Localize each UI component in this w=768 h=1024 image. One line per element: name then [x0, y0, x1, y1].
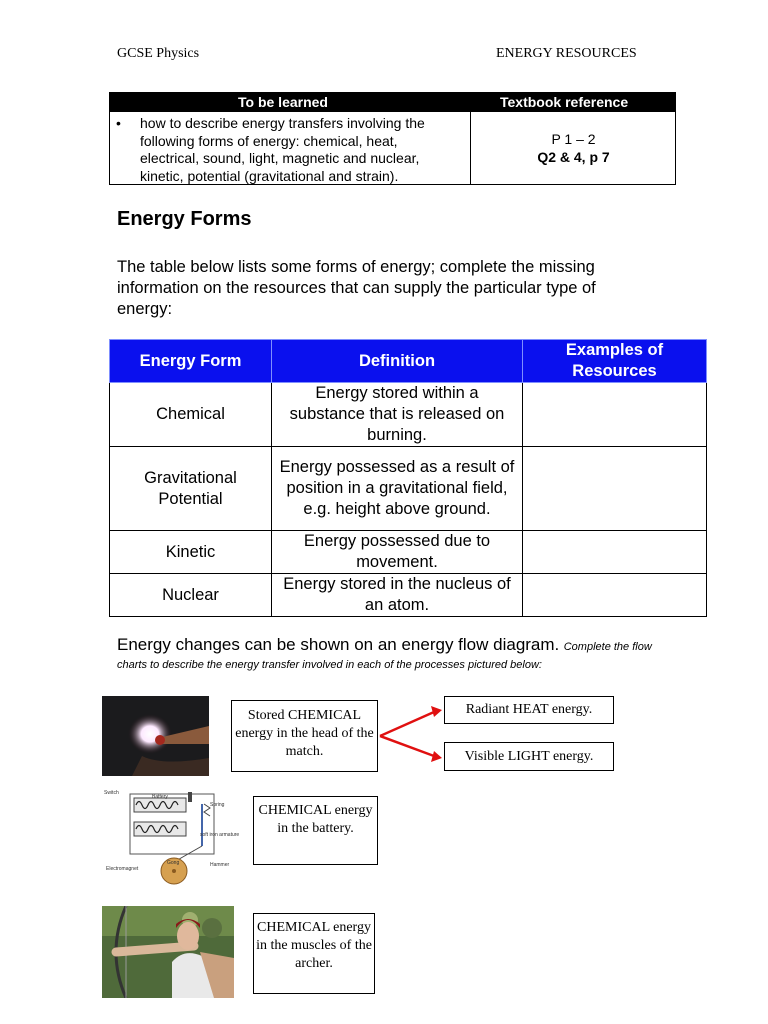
label-electromagnet: Electromagnet [106, 866, 139, 872]
header-topic: ENERGY RESOURCES [496, 46, 637, 61]
bullet-icon: • [116, 115, 121, 131]
table-row [110, 531, 707, 574]
objective-line: following forms of energy: chemical, heat, [140, 132, 398, 149]
learning-table [109, 92, 676, 185]
header-examples: Examples of Resources [523, 340, 707, 383]
energy-forms-table [109, 339, 707, 617]
flow-battery-source: CHEMICAL energy in the battery. [253, 796, 378, 865]
intro-paragraph [117, 257, 657, 320]
arrowhead-icon [431, 706, 442, 717]
match-photo [102, 696, 209, 776]
intro-line: energy: [117, 300, 173, 318]
flow-match-output-light: Visible LIGHT energy. [444, 742, 614, 771]
arrow-to-light [380, 736, 434, 756]
objective-line: how to describe energy transfers involving the [140, 115, 425, 131]
label-switch: Switch [104, 790, 119, 796]
electric-bell-diagram [104, 784, 244, 896]
label-gong: Gong [167, 860, 180, 866]
energy-form-cell: Kinetic [110, 531, 272, 574]
arrowhead-icon [431, 751, 442, 762]
header-definition: Definition [272, 340, 523, 383]
table-row [110, 574, 707, 617]
definition-cell: Energy possessed due to movement. [272, 531, 523, 574]
lit-match-image [102, 696, 209, 776]
label-hammer: Hammer [210, 862, 230, 868]
intro-line: The table below lists some forms of energy; complete the missing [117, 258, 595, 276]
header-subject: GCSE Physics [117, 46, 200, 61]
objective-line: electrical, sound, light, magnetic and nuclear, [140, 150, 420, 166]
table-row [110, 383, 707, 447]
flow-intro-instruction: Complete the flow charts to describe the energy transfer involved in each of the processes pictured below: [117, 641, 652, 671]
label-spring: Spring [210, 802, 225, 808]
header-energy-form: Energy Form [110, 340, 272, 383]
intro-line: information on the resources that can supply the particular type of [117, 279, 596, 297]
flow-intro-main: Energy changes can be shown on an energy flow diagram. [117, 635, 560, 654]
flow-match-output-heat: Radiant HEAT energy. [444, 696, 614, 724]
flow-intro [117, 635, 662, 673]
section-title: Energy Forms [117, 208, 252, 230]
energy-form-cell: Chemical [110, 383, 272, 447]
textbook-questions: Q2 & 4, p 7 [537, 149, 610, 165]
label-armature: soft iron armature [200, 832, 240, 838]
table-row [110, 447, 707, 531]
examples-cell[interactable] [523, 574, 707, 617]
learning-objective [140, 115, 462, 185]
col-to-be-learned: To be learned [238, 94, 328, 110]
col-textbook-reference: Textbook reference [500, 94, 629, 110]
arrow-to-heat [380, 712, 434, 736]
definition-cell: Energy possessed as a result of position in a gravitational field, e.g. height above ground. [272, 447, 523, 531]
energy-form-cell: Nuclear [110, 574, 272, 617]
textbook-pages: P 1 – 2 [551, 131, 596, 147]
energy-form-cell: Gravitational Potential [110, 447, 272, 531]
flow-archer-source: CHEMICAL energy in the muscles of the archer. [253, 913, 375, 994]
examples-cell[interactable] [523, 447, 707, 531]
learning-table-header [110, 93, 675, 112]
objective-line: kinetic, potential (gravitational and strain). [140, 167, 399, 184]
examples-cell[interactable] [523, 531, 707, 574]
flow-match-source: Stored CHEMICAL energy in the head of the match. [231, 700, 378, 772]
table-header-row [110, 340, 707, 383]
archer-image [102, 906, 234, 998]
flow-arrows [376, 700, 448, 764]
definition-cell: Energy stored within a substance that is released on burning. [272, 383, 523, 447]
archer-photo [102, 906, 234, 998]
label-battery: Battery [152, 794, 168, 800]
definition-cell: Energy stored in the nucleus of an atom. [272, 574, 523, 617]
examples-cell[interactable] [523, 383, 707, 447]
